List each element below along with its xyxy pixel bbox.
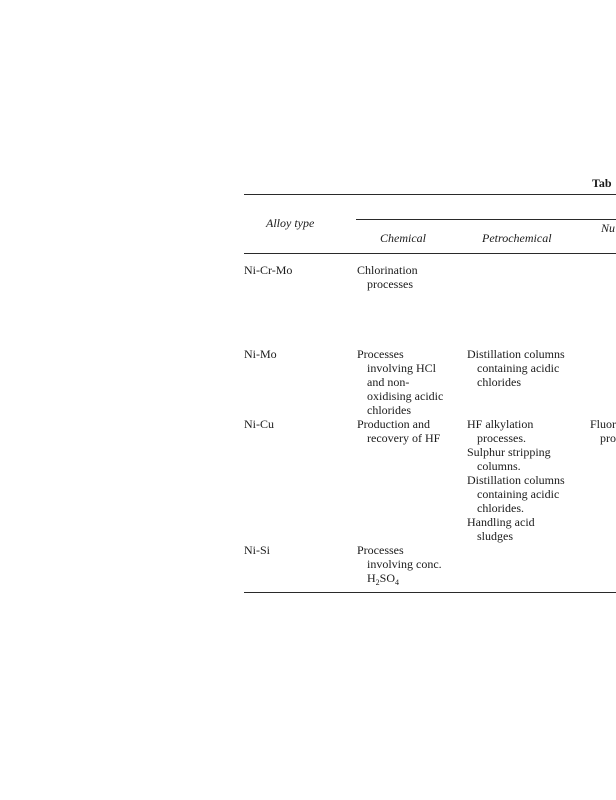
row-ni-mo-alloy: Ni-Mo — [244, 347, 277, 361]
cell-line: oxidising acidic — [367, 389, 444, 403]
row-ni-cr-mo-alloy: Ni-Cr-Mo — [244, 263, 293, 277]
cell-line: HF alkylation — [467, 417, 534, 431]
row-ni-cu-nu — [590, 417, 616, 445]
formula-so: SO — [379, 571, 396, 585]
header-petrochemical: Petrochemical — [482, 231, 552, 245]
header-nu: Nu — [601, 221, 616, 235]
table-title: Tab — [592, 176, 612, 190]
cell-line: processes — [367, 277, 413, 291]
cell-line: containing acidic — [477, 487, 560, 501]
cell-line: chlorides. — [477, 501, 524, 515]
cell-line: Distillation columns — [467, 347, 565, 361]
row-ni-si-chemical — [357, 543, 442, 585]
formula-sub-4: 4 — [395, 578, 400, 587]
header-group-rule — [356, 219, 616, 220]
cell-line: Chlorination — [357, 263, 418, 277]
cell-line: Handling acid — [467, 515, 535, 529]
cell-line: Production and — [357, 417, 430, 431]
chemical-formula — [357, 571, 442, 585]
header-chemical: Chemical — [380, 231, 426, 245]
cell-line: columns. — [477, 459, 521, 473]
cell-line: pro — [600, 431, 616, 445]
row-ni-mo-chemical — [357, 347, 443, 417]
row-ni-cu-chemical — [357, 417, 440, 445]
cell-line: chlorides — [367, 403, 411, 417]
header-bottom-rule — [244, 253, 616, 254]
row-ni-cu-alloy: Ni-Cu — [244, 417, 274, 431]
row-ni-mo-petrochemical — [467, 347, 565, 389]
cell-line: Sulphur stripping — [467, 445, 551, 459]
row-ni-cu-petrochemical — [467, 417, 565, 543]
cell-line: and non- — [367, 375, 410, 389]
cell-line: Fluor — [590, 417, 616, 431]
top-rule — [244, 194, 616, 195]
formula-h: H — [367, 571, 376, 585]
cell-line: involving conc. — [367, 557, 442, 571]
cell-line: Processes — [357, 347, 404, 361]
cell-line: recovery of HF — [367, 431, 441, 445]
cell-line: sludges — [477, 529, 513, 543]
cell-line: Distillation columns — [467, 473, 565, 487]
cell-line: processes. — [477, 431, 526, 445]
formula-sub-2: 2 — [375, 578, 380, 587]
cell-line: chlorides — [477, 375, 521, 389]
row-ni-si-alloy: Ni-Si — [244, 543, 271, 557]
cell-line: involving HCl — [367, 361, 437, 375]
cell-line: containing acidic — [477, 361, 560, 375]
bottom-rule — [244, 592, 616, 593]
header-alloy-type: Alloy type — [266, 216, 315, 230]
row-ni-cr-mo-chemical — [357, 263, 418, 291]
cell-line: Processes — [357, 543, 404, 557]
